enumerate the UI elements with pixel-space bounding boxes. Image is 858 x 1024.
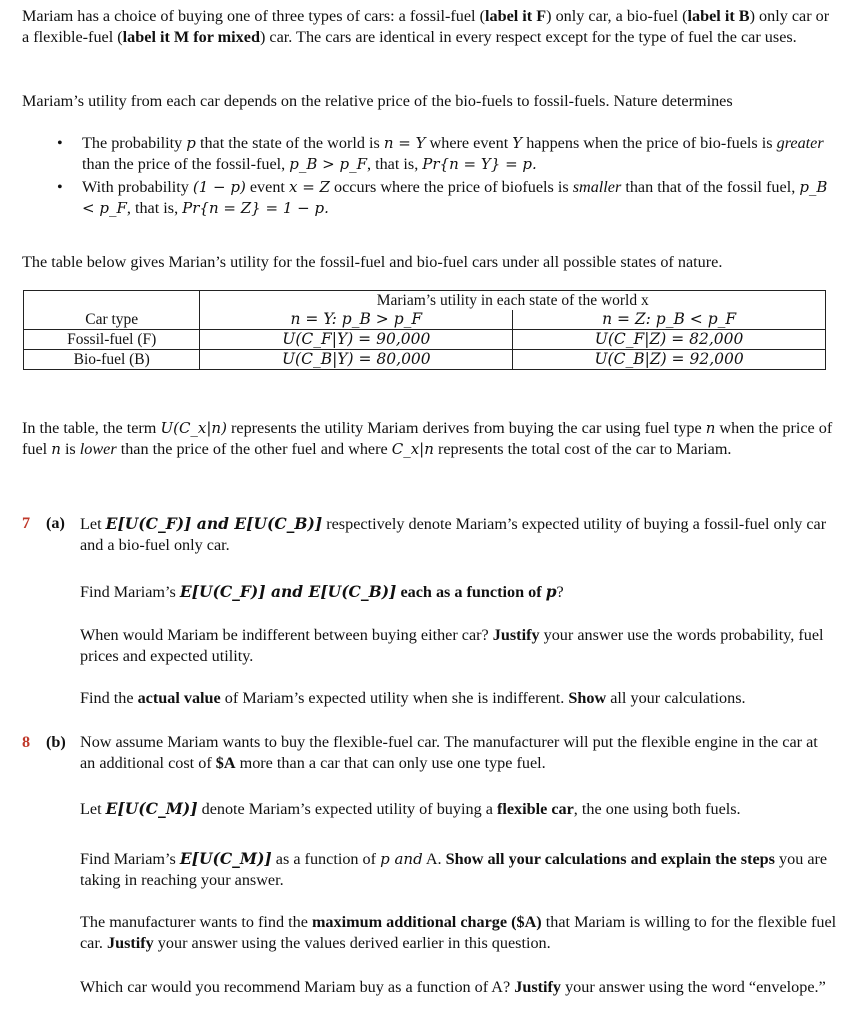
- cell-utility-y: U(C_F|Y) = 90,000: [200, 330, 513, 350]
- bullet-item-state-z: [22, 177, 837, 219]
- text: each as a function of: [396, 583, 546, 601]
- text: Show: [568, 689, 607, 707]
- col-state-y: n = Y: p_B > p_F: [200, 310, 513, 330]
- text: your answer use the words probability, fuel prices and expected utility.: [80, 626, 824, 665]
- text: Which car would you recommend Mariam buy as a function of A?: [80, 978, 515, 996]
- q8-line-4: [80, 912, 837, 954]
- text: , the one using both fuels.: [573, 800, 741, 818]
- text: that Mariam is willing to for the flexible fuel car.: [80, 913, 837, 952]
- text: more than a car that can only use one type fuel.: [235, 754, 546, 772]
- utility-table: [23, 290, 826, 370]
- text: as a function of: [271, 850, 381, 868]
- text: Show all your calculations and explain the steps: [445, 850, 775, 868]
- q7-line-1: [80, 513, 837, 556]
- table-intro: The table below gives Marian’s utility for the fossil-fuel and bio-fuel cars under all possible states of nature.: [22, 253, 723, 271]
- emphasis: greater: [776, 134, 824, 152]
- header-span-cell: Mariam’s utility in each state of the world x: [200, 291, 826, 311]
- text: event: [245, 178, 289, 196]
- bullet-item-state-y: [22, 133, 837, 175]
- q7-line-2: [80, 581, 837, 603]
- math: p_B > p_F: [289, 155, 367, 173]
- text: Justify: [492, 626, 540, 644]
- text: actual value: [137, 689, 221, 707]
- text: Justify: [514, 978, 562, 996]
- text: Justify: [106, 934, 154, 952]
- text: denote Mariam’s expected utility of buying a: [197, 800, 497, 818]
- math: p: [545, 582, 557, 601]
- bullet-icon: •: [57, 178, 63, 196]
- question-number: 7: [22, 514, 31, 532]
- q8-line-5: [80, 977, 837, 998]
- math: n: [705, 419, 716, 437]
- text: ) car. The cars are identical in every respect except for the type of fuel the car uses.: [259, 28, 797, 46]
- row-car-type: Fossil-fuel (F): [24, 330, 200, 350]
- text: The probability: [82, 134, 187, 152]
- text: The manufacturer wants to find the: [80, 913, 312, 931]
- math: E[U(C_M)]: [179, 849, 272, 868]
- label-f: label it F: [484, 7, 547, 25]
- text: all your calculations.: [606, 689, 746, 707]
- text: of Mariam’s expected utility when she is indifferent.: [220, 689, 569, 707]
- text: happens when the price of bio-fuels is: [522, 134, 777, 152]
- col-car-type: Car type: [24, 310, 200, 330]
- math: Y: [512, 134, 523, 152]
- table-row: [24, 350, 826, 370]
- text: is: [60, 440, 80, 458]
- table-subheader-row: [24, 310, 826, 330]
- q8-line-1: [80, 732, 837, 774]
- text: , that is,: [126, 199, 183, 217]
- nature-paragraph: Mariam’s utility from each car depends on the relative price of the bio-fuels to fossil-fuels. Nature determines: [22, 92, 733, 110]
- text: your answer using the values derived earlier in this question.: [153, 934, 551, 952]
- text: A.: [422, 850, 446, 868]
- emphasis: lower: [79, 440, 117, 458]
- cell-utility-z: U(C_B|Z) = 92,000: [513, 350, 826, 370]
- table-explanation: [22, 418, 837, 460]
- text: ?: [556, 583, 564, 601]
- row-car-type: Bio-fuel (B): [24, 350, 200, 370]
- text: , that is,: [366, 155, 423, 173]
- text: Find Mariam’s: [80, 850, 180, 868]
- text: respectively denote Mariam’s expected utility of buying a fossil-fuel only car and a bio-fuel only car.: [80, 515, 827, 554]
- text: represents the total cost of the car to Mariam.: [433, 440, 732, 458]
- math: n: [51, 440, 61, 458]
- text: that the state of the world is: [195, 134, 384, 152]
- math: E[U(C_F)] and E[U(C_B)]: [179, 582, 397, 601]
- text: With probability: [82, 178, 193, 196]
- math: x = Z: [288, 178, 330, 196]
- math: U(C_x|n): [160, 419, 227, 437]
- text: when the price of fuel: [22, 419, 833, 458]
- math: p and: [380, 850, 423, 868]
- blank-cell: [24, 291, 200, 311]
- bullet-icon: •: [57, 134, 63, 152]
- cell-utility-y: U(C_B|Y) = 80,000: [200, 350, 513, 370]
- q8-line-3: [80, 848, 837, 891]
- text: In the table, the term: [22, 419, 161, 437]
- label-m: label it M for mixed: [122, 28, 260, 46]
- text: Now assume Mariam wants to buy the flexible-fuel car. The manufacturer will put the flexible engine in the car at an additional cost of: [80, 733, 818, 772]
- math: E[U(C_F)] and E[U(C_B)]: [105, 514, 323, 533]
- question-label: (a): [46, 514, 65, 532]
- text: Mariam has a choice of buying one of three types of cars: a fossil-fuel (: [22, 7, 485, 25]
- table-row: [24, 330, 826, 350]
- text: than the price of the fossil-fuel,: [82, 155, 290, 173]
- question-number: 8: [22, 733, 31, 751]
- math: Pr{n = Y} = p.: [422, 155, 537, 173]
- text: where event: [425, 134, 513, 152]
- text: When would Mariam be indifferent between buying either car?: [80, 626, 493, 644]
- math: Pr{n = Z} = 1 − p.: [182, 199, 329, 217]
- col-state-z: n = Z: p_B < p_F: [513, 310, 826, 330]
- text: $A: [215, 754, 236, 772]
- label-b: label it B: [687, 7, 750, 25]
- text: ) only car, a bio-fuel (: [546, 7, 688, 25]
- text: flexible car: [496, 800, 574, 818]
- text: you are taking in reaching your answer.: [80, 850, 828, 889]
- text: Let: [80, 515, 106, 533]
- q7-line-3: [80, 625, 837, 667]
- math: n = Y: [383, 134, 426, 152]
- question-label: (b): [46, 733, 66, 751]
- bullet-list: [22, 133, 837, 221]
- text: maximum additional charge ($A): [311, 913, 542, 931]
- text: occurs where the price of biofuels is: [329, 178, 573, 196]
- text: Find Mariam’s: [80, 583, 180, 601]
- emphasis: smaller: [572, 178, 622, 196]
- intro-paragraph: [22, 6, 837, 48]
- text: Find the: [80, 689, 138, 707]
- q7-line-4: [80, 688, 837, 709]
- math: p: [186, 134, 196, 152]
- math: C_x|n: [391, 440, 434, 458]
- text: ) only car or a flexible-fuel (: [22, 7, 830, 46]
- q8-line-2: [80, 798, 837, 820]
- math: p_B < p_F: [82, 178, 828, 217]
- table-header-row: [24, 291, 826, 311]
- math: (1 − p): [192, 178, 246, 196]
- text: than that of the fossil fuel,: [621, 178, 800, 196]
- cell-utility-z: U(C_F|Z) = 82,000: [513, 330, 826, 350]
- text: represents the utility Mariam derives from buying the car using fuel type: [226, 419, 706, 437]
- text: than the price of the other fuel and where: [116, 440, 392, 458]
- text: your answer using the word “envelope.”: [561, 978, 826, 996]
- math: E[U(C_M)]: [105, 799, 198, 818]
- text: Let: [80, 800, 106, 818]
